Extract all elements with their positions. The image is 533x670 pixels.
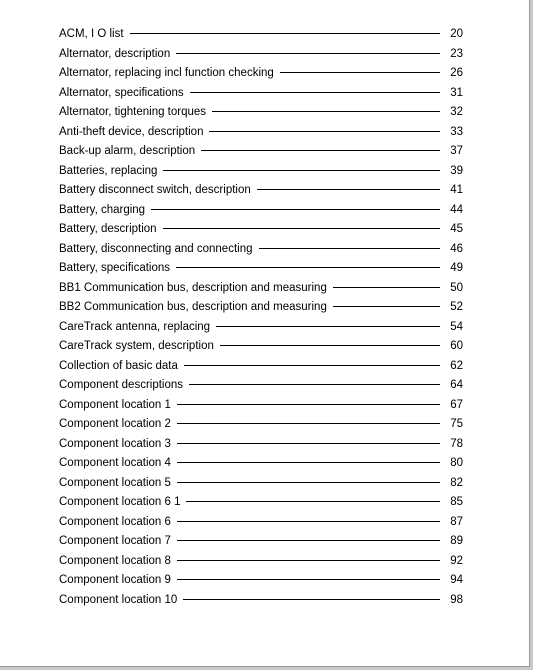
toc-leader-line (176, 267, 440, 268)
toc-entry-title: Component location 10 (59, 593, 178, 606)
toc-entry[interactable] (59, 454, 463, 474)
toc-entry-page-number: 32 (450, 106, 463, 118)
toc-entry-title: Component location 1 (59, 398, 171, 411)
toc-leader-line (259, 248, 441, 249)
toc-entry-title: BB1 Communication bus, description and measuring (59, 281, 327, 294)
toc-entry-title: BB2 Communication bus, description and measuring (59, 301, 327, 313)
toc-entry[interactable] (59, 552, 463, 572)
toc-leader-line (201, 150, 440, 151)
toc-entry-title: Component location 5 (59, 476, 171, 489)
toc-entry-title: ACM, I O list (59, 28, 124, 40)
toc-leader-line (257, 189, 440, 190)
toc-entry-title: Alternator, replacing incl function checking (59, 67, 274, 79)
toc-leader-line (163, 228, 440, 229)
toc-entry-page-number: 23 (450, 47, 463, 60)
toc-entry[interactable] (59, 513, 463, 533)
toc-leader-line (189, 384, 440, 385)
toc-entry-title: Component location 4 (59, 457, 171, 469)
toc-entry[interactable] (59, 162, 463, 182)
toc-entry-page-number: 45 (450, 223, 463, 235)
toc-entry-page-number: 31 (450, 86, 463, 99)
toc-leader-line (177, 404, 440, 405)
toc-leader-line (177, 521, 440, 522)
toc-leader-line (216, 326, 440, 327)
toc-entry-title: Back-up alarm, description (59, 145, 196, 157)
toc-entry[interactable] (59, 591, 463, 611)
toc-leader-line (184, 365, 440, 366)
toc-entry[interactable] (59, 376, 463, 396)
toc-entry-page-number: 33 (450, 125, 463, 138)
toc-entry-title: Battery, specifications (59, 262, 171, 274)
toc-entry-title: Battery disconnect switch, description (59, 184, 251, 196)
toc-leader-line (183, 599, 440, 600)
toc-entry-title: CareTrack antenna, replacing (59, 320, 211, 333)
toc-entry-title: Anti-theft device, description (59, 125, 204, 138)
toc-entry[interactable] (59, 337, 463, 357)
toc-entry-title: Alternator, specifications (59, 86, 184, 99)
toc-entry[interactable] (59, 103, 463, 123)
toc-entry[interactable] (59, 220, 463, 240)
toc-entry-page-number: 49 (450, 262, 463, 274)
toc-entry-page-number: 60 (450, 340, 463, 352)
toc-entry[interactable] (59, 396, 463, 416)
toc-entry-page-number: 98 (450, 593, 463, 606)
toc-entry[interactable] (59, 84, 463, 104)
toc-leader-line (186, 501, 440, 502)
toc-entry[interactable] (59, 532, 463, 552)
toc-entry-page-number: 94 (450, 574, 463, 586)
toc-entry-page-number: 37 (450, 145, 463, 157)
toc-entry-title: Alternator, tightening torques (59, 106, 207, 118)
toc-entry-page-number: 41 (450, 184, 463, 196)
toc-entry-page-number: 89 (450, 535, 463, 547)
toc-entry-page-number: 44 (450, 203, 463, 216)
toc-entry-title: CareTrack system, description (59, 340, 214, 352)
toc-entry-title: Battery, description (59, 223, 157, 235)
toc-leader-line (220, 345, 440, 346)
toc-entry[interactable] (59, 25, 463, 45)
toc-entry-page-number: 78 (450, 437, 463, 450)
toc-entry-title: Component location 6 1 (59, 496, 181, 508)
toc-entry-page-number: 87 (450, 515, 463, 528)
toc-entry-page-number: 26 (450, 67, 463, 79)
toc-entry-title: Component descriptions (59, 379, 184, 391)
toc-entry-title: Component location 8 (59, 554, 171, 567)
toc-entry-page-number: 80 (450, 457, 463, 469)
toc-entry-title: Component location 9 (59, 574, 171, 586)
toc-entry[interactable] (59, 298, 463, 318)
toc-entry-title: Component location 6 (59, 515, 171, 528)
toc-entry-page-number: 54 (450, 320, 463, 333)
toc-entry[interactable] (59, 123, 463, 143)
toc-entry[interactable] (59, 201, 463, 221)
toc-leader-line (177, 482, 440, 483)
toc-entry[interactable] (59, 240, 463, 260)
toc-leader-line (177, 540, 440, 541)
toc-leader-line (130, 33, 440, 34)
toc-entry[interactable] (59, 45, 463, 65)
toc-leader-line (333, 306, 440, 307)
toc-entry-title: Battery, disconnecting and connecting (59, 242, 253, 255)
toc-entry-page-number: 85 (450, 496, 463, 508)
toc-entry-page-number: 67 (450, 398, 463, 411)
toc-entry[interactable] (59, 318, 463, 338)
toc-leader-line (151, 209, 440, 210)
toc-entry-title: Component location 3 (59, 437, 171, 450)
toc-entry-page-number: 20 (450, 28, 463, 40)
toc-entry[interactable] (59, 571, 463, 591)
toc-leader-line (177, 560, 440, 561)
toc-entry[interactable] (59, 474, 463, 494)
toc-leader-line (177, 462, 440, 463)
toc-entry-page-number: 62 (450, 359, 463, 372)
toc-entry[interactable] (59, 435, 463, 455)
toc-entry-page-number: 92 (450, 554, 463, 567)
toc-entry[interactable] (59, 357, 463, 377)
toc-leader-line (212, 111, 440, 112)
toc-entry-page-number: 82 (450, 476, 463, 489)
toc-entry[interactable] (59, 279, 463, 299)
toc-leader-line (177, 423, 440, 424)
toc-entry-title: Batteries, replacing (59, 164, 158, 177)
table-of-contents (59, 25, 463, 610)
toc-leader-line (190, 92, 440, 93)
toc-entry-title: Alternator, description (59, 47, 171, 60)
toc-leader-line (163, 170, 440, 171)
toc-entry[interactable] (59, 493, 463, 513)
toc-leader-line (209, 131, 440, 132)
toc-entry[interactable] (59, 142, 463, 162)
toc-entry-title: Component location 2 (59, 418, 171, 430)
toc-leader-line (177, 579, 440, 580)
toc-entry[interactable] (59, 64, 463, 84)
toc-leader-line (177, 443, 440, 444)
toc-leader-line (176, 53, 440, 54)
toc-entry-page-number: 64 (450, 379, 463, 391)
toc-entry-title: Component location 7 (59, 535, 171, 547)
toc-entry-title: Battery, charging (59, 203, 146, 216)
toc-entry[interactable] (59, 259, 463, 279)
toc-entry-title: Collection of basic data (59, 359, 178, 372)
toc-leader-line (280, 72, 440, 73)
toc-entry-page-number: 46 (450, 242, 463, 255)
toc-entry[interactable] (59, 181, 463, 201)
toc-leader-line (333, 287, 440, 288)
toc-entry-page-number: 75 (450, 418, 463, 430)
toc-entry-page-number: 50 (450, 281, 463, 294)
toc-entry[interactable] (59, 415, 463, 435)
toc-entry-page-number: 52 (450, 301, 463, 313)
toc-entry-page-number: 39 (450, 164, 463, 177)
